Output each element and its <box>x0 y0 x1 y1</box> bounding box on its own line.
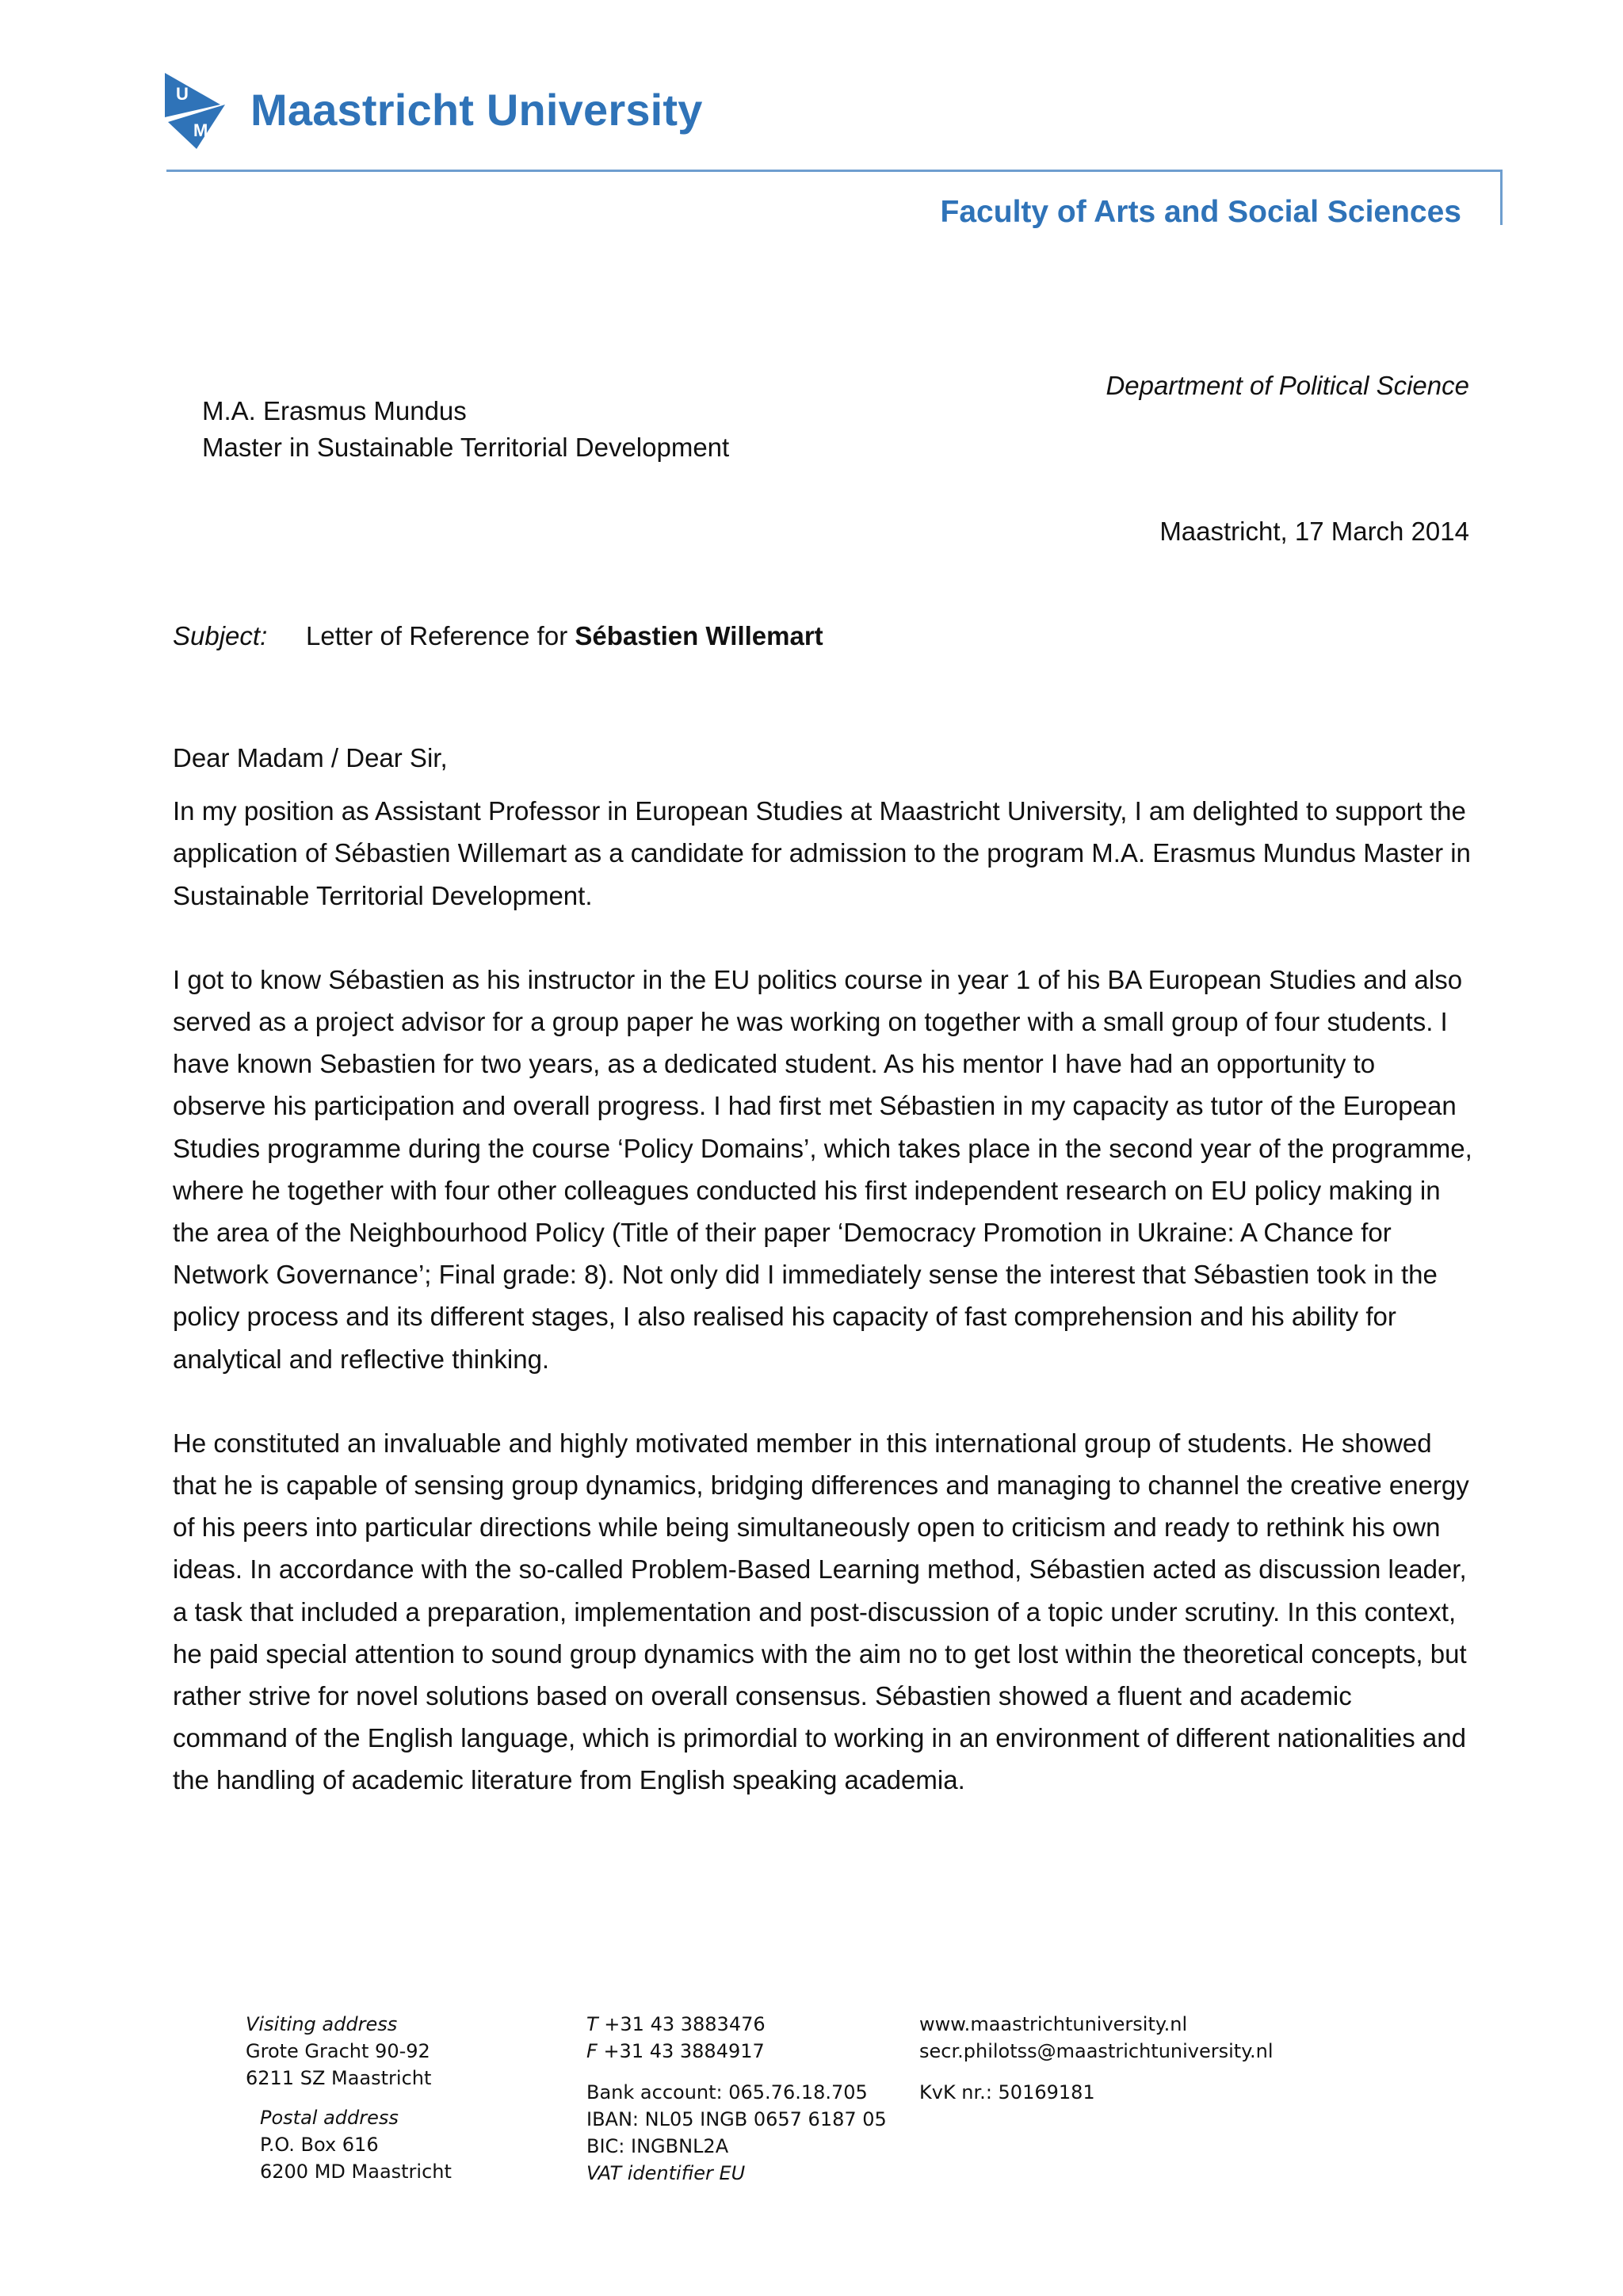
logo-letter-u: U <box>176 84 189 104</box>
subject-name: Sébastien Willemart <box>575 621 823 650</box>
recipient-line: Master in Sustainable Territorial Development <box>202 433 730 462</box>
footer-kvk: KvK nr.: 50169181 <box>919 2081 1095 2103</box>
footer-bank-account: Bank account: 065.76.18.705 <box>586 2081 868 2103</box>
footer-fax-prefix: F <box>586 2040 598 2062</box>
footer-phone <box>586 2011 766 2038</box>
letter-body <box>173 737 1472 1802</box>
footer-postal-address <box>260 2104 452 2185</box>
body-paragraph: He constituted an invaluable and highly motivated member in this international group of students. He showed that he is capable of sensing group dynamics, bridging differences and managing to channel the creative energy of his peers into particular directions while being simultaneously open to criticism and ready to rethink his own ideas. In accordance with the so-called Problem-Based Learning method, Sébastien acted as discussion leader, a task that included a preparation, implementation and post-discussion of a topic under scrutiny. In this context, he paid special attention to sound group dynamics with the aim no to get lost within the theoretical concepts, but rather strive for novel solutions based on overall consensus. Sébastien showed a fluent and academic command of the English language, which is primordial to working in an environment of different nationalities and the handling of academic literature from English speaking academia. <box>173 1428 1469 1795</box>
footer-iban: IBAN: NL05 INGB 0657 6187 05 <box>586 2108 887 2130</box>
footer-web <box>919 2011 1274 2065</box>
header-rule <box>166 170 1503 172</box>
department-name: Department of Political Science <box>1106 371 1469 400</box>
university-name: Maastricht University <box>250 85 703 135</box>
footer-visiting-label: Visiting address <box>246 2013 398 2035</box>
footer-vat: VAT identifier EU <box>586 2162 746 2184</box>
footer-fax <box>586 2038 766 2065</box>
footer-email-link[interactable]: secr.philotss@maastrichtuniversity.nl <box>919 2040 1274 2062</box>
footer-visiting-street: Grote Gracht 90-92 <box>246 2040 430 2062</box>
footer-fax-number: +31 43 3884917 <box>597 2040 765 2062</box>
footer-registration <box>919 2079 1095 2106</box>
footer-contact-numbers <box>586 2011 766 2065</box>
salutation: Dear Madam / Dear Sir, <box>173 743 448 772</box>
footer-visiting-address <box>246 2011 431 2092</box>
recipient-line: M.A. Erasmus Mundus <box>202 396 467 425</box>
university-logo-icon <box>165 73 225 149</box>
faculty-name: Faculty of Arts and Social Sciences <box>940 195 1461 229</box>
body-paragraph: In my position as Assistant Professor in European Studies at Maastricht University, I am delighted to support the application of Sébastien Willemart as a candidate for admission to the program M.A. Erasmus Mundus Master in Sustainable Territorial Development. <box>173 796 1471 910</box>
logo-letter-m: M <box>193 120 208 140</box>
letter-date: Maastricht, 17 March 2014 <box>1159 517 1469 546</box>
footer-visiting-city: 6211 SZ Maastricht <box>246 2067 432 2089</box>
footer-phone-number: +31 43 3883476 <box>598 2013 766 2035</box>
recipient-block <box>202 393 729 466</box>
footer-website-link[interactable]: www.maastrichtuniversity.nl <box>919 2013 1188 2035</box>
subject-label: Subject: <box>173 621 268 650</box>
footer-phone-prefix: T <box>586 2013 598 2035</box>
subject-line <box>173 621 823 651</box>
footer-postal-box: P.O. Box 616 <box>260 2134 379 2156</box>
footer-postal-city: 6200 MD Maastricht <box>260 2161 452 2183</box>
footer-bank-details <box>586 2079 887 2187</box>
subject-text: Letter of Reference for <box>306 621 575 650</box>
footer-postal-label: Postal address <box>260 2107 399 2129</box>
header-rule-corner <box>1500 170 1503 225</box>
body-paragraph: I got to know Sébastien as his instructor in the EU politics course in year 1 of his BA European Studies and also served as a project advisor for a group paper he was working on together with a small group of four students. I have known Sebastien for two years, as a dedicated student. As his mentor I have had an opportunity to observe his participation and overall progress. I had first met Sébastien in my capacity as tutor of the European Studies programme during the course ‘Policy Domains’, which takes place in the second year of the programme, where he together with four other colleagues conducted his first independent research on EU policy making in the area of the Neighbourhood Policy (Title of their paper ‘Democracy Promotion in Ukraine: A Chance for Network Governance’; Final grade: 8). Not only did I immediately sense the interest that Sébastien took in the policy process and its different stages, I also realised his capacity of fast comprehension and his ability for analytical and reflective thinking. <box>173 964 1472 1374</box>
footer-bic: BIC: INGBNL2A <box>586 2135 729 2157</box>
